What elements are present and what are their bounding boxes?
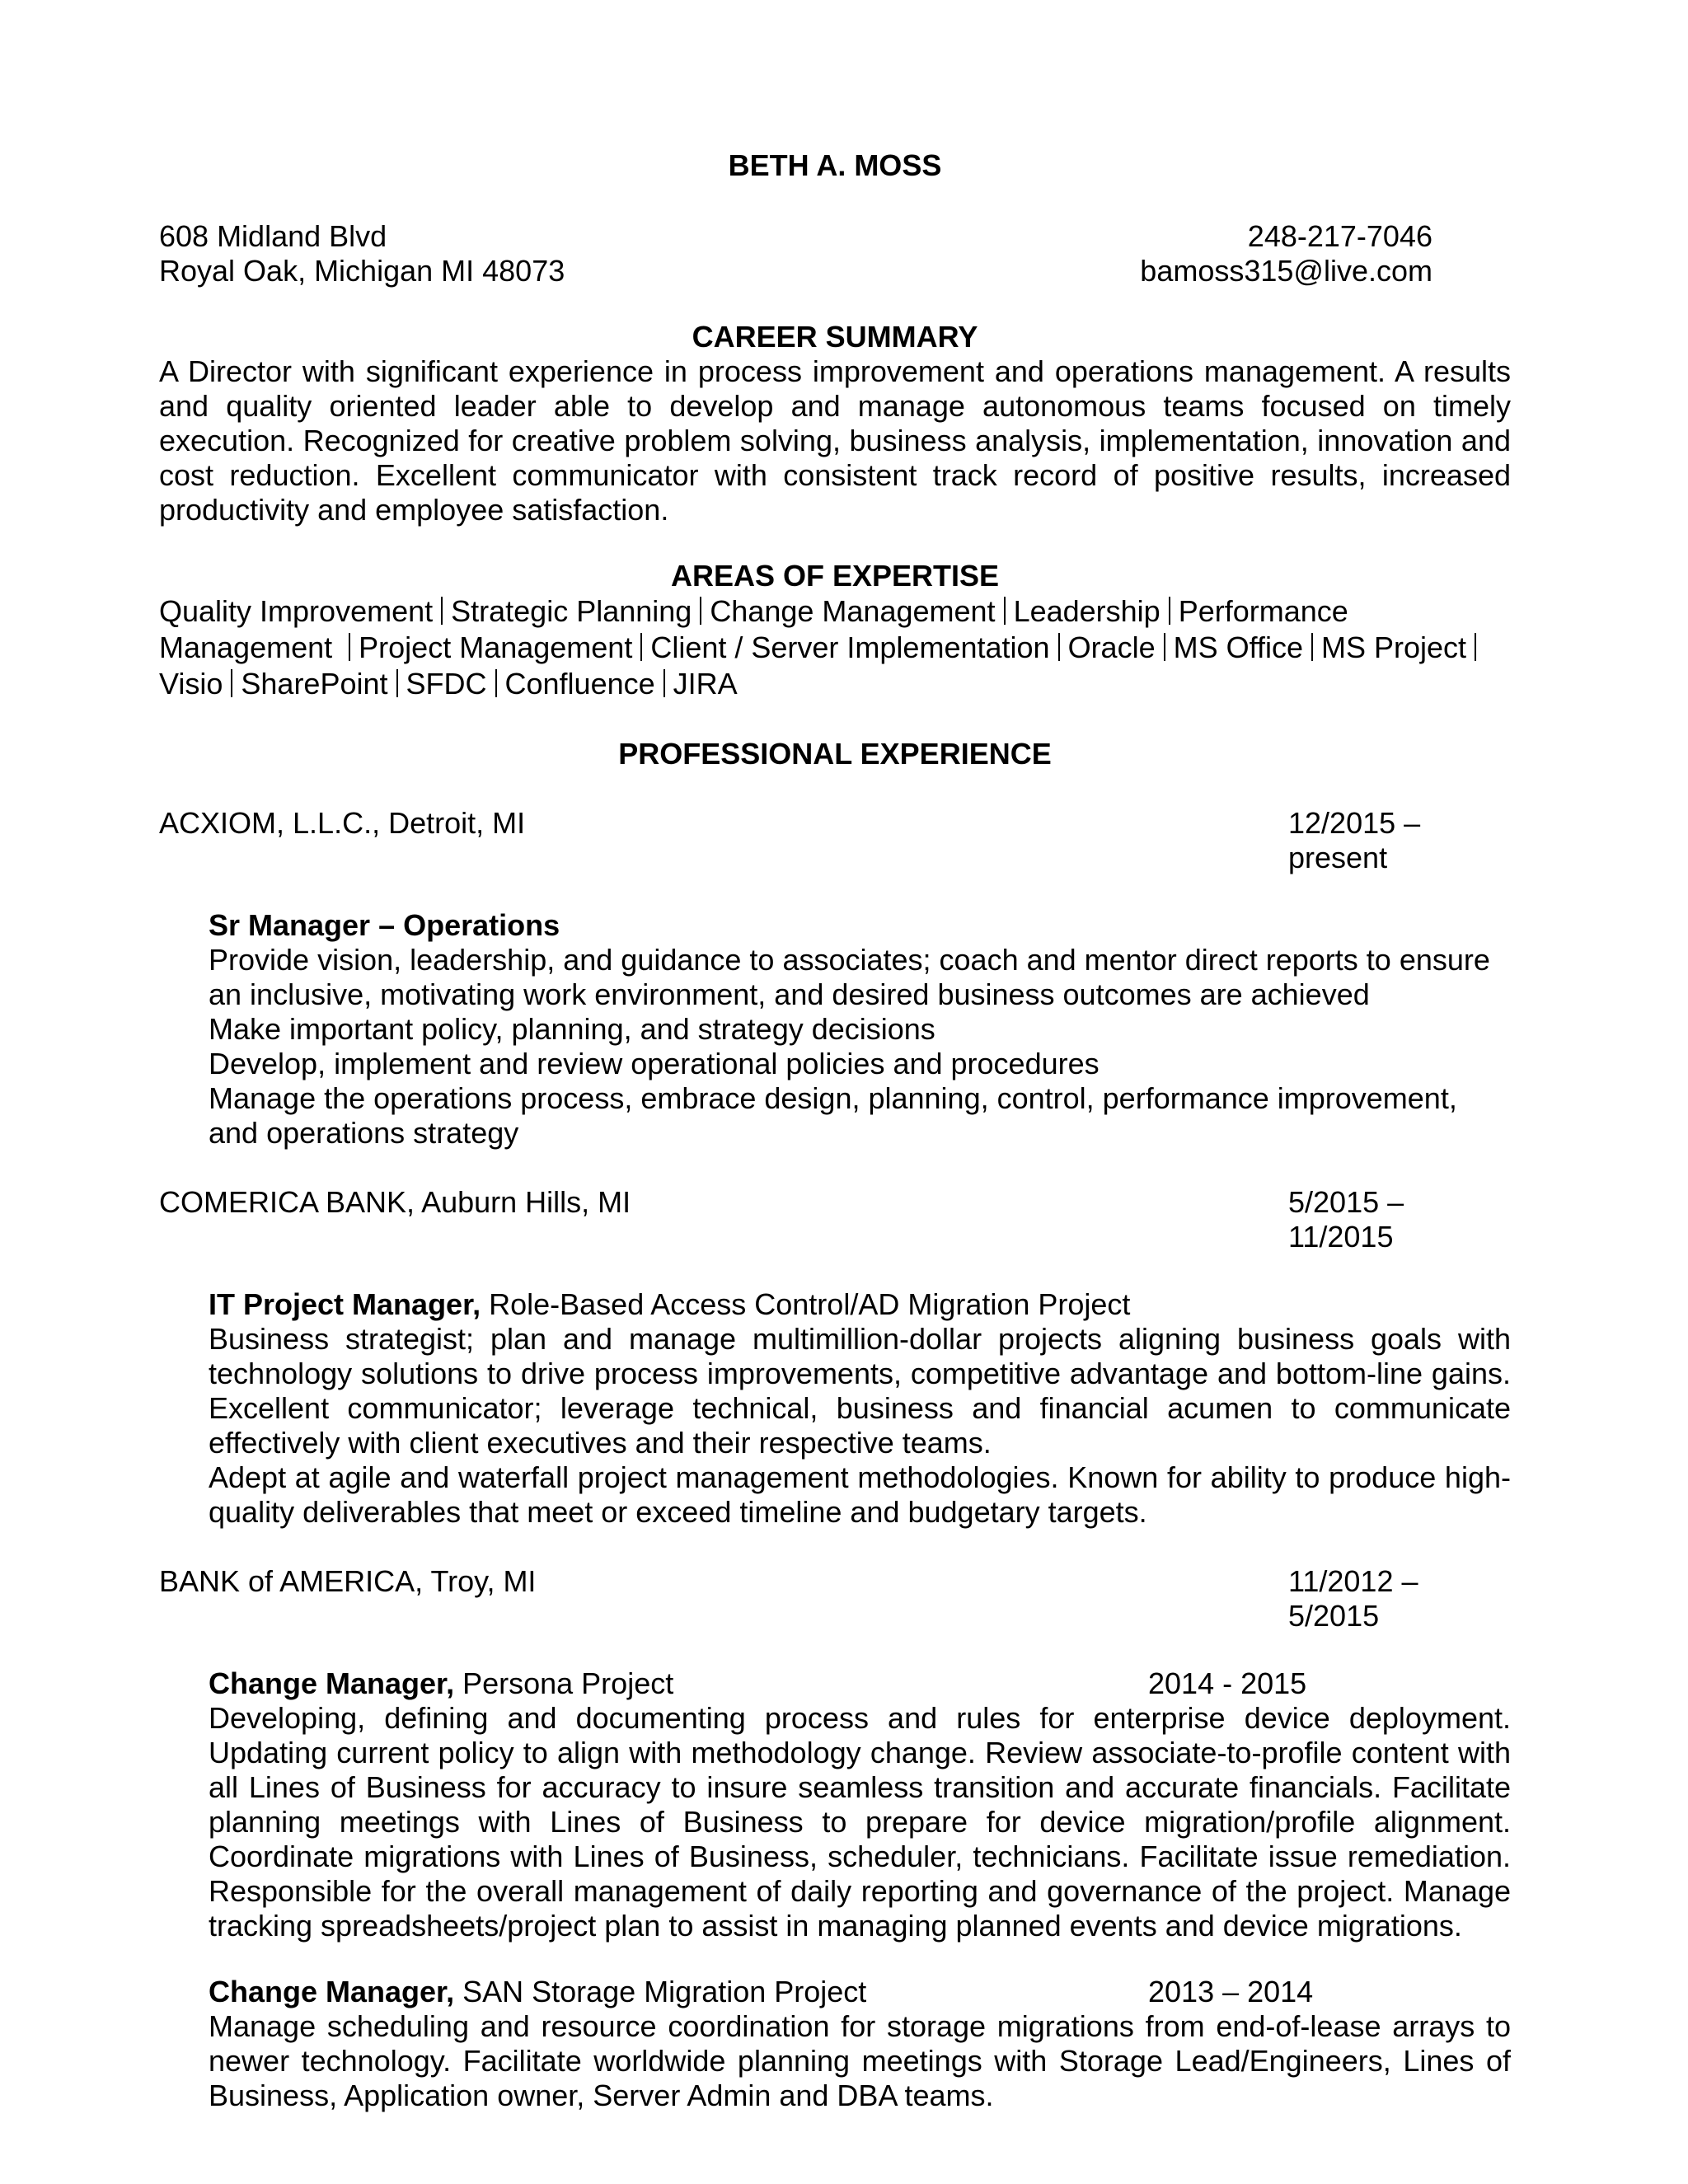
email: bamoss315@live.com xyxy=(1140,254,1432,288)
resume-page xyxy=(159,148,1511,2113)
expertise-item: MS Project xyxy=(1320,630,1467,664)
role-dates: 2014 - 2015 xyxy=(1148,1666,1307,1700)
expertise-item: Client / Server Implementation xyxy=(650,630,1050,664)
separator xyxy=(1311,633,1313,661)
separator xyxy=(495,669,497,697)
role-subtitle: Persona Project xyxy=(454,1666,674,1700)
role-description: Developing, defining and documenting process and rules for enterprise device deployment. Updating current policy to align with methodology change. Review associate-to-profile content with all Lines of Business for accuracy to insure seamless transition and accurate financials. Facilitate planning meetings with Lines of Business to prepare for device migration/profile alignment. Coordinate migrations with Lines of Business, scheduler, technicians. Facilitate issue remediation. Responsible for the overall management of daily reporting and governance of the project. Manage tracking spreadsheets/project plan to assist in managing planned events and device migrations. xyxy=(209,1701,1511,1943)
role-header xyxy=(209,1975,1511,2009)
expertise-list xyxy=(159,593,1511,702)
job-dates: 5/2015 – 11/2015 xyxy=(1288,1185,1404,1254)
expertise-item: SharePoint xyxy=(241,667,388,701)
separator xyxy=(1169,597,1170,625)
job-subtitle: Role-Based Access Control/AD Migration Project xyxy=(481,1287,1131,1321)
separator xyxy=(441,597,443,625)
job-title: Sr Manager – Operations xyxy=(209,908,560,942)
job-line: Make important policy, planning, and strategy decisions xyxy=(209,1012,935,1046)
job-line: Business strategist; plan and manage multimillion-dollar projects aligning business goals with technology solutions to drive process improvements, competitive advantage and bottom-line gains. Excellent communicator; leverage technical, business and financial acumen to communicate effectively with client executives and their respective teams. xyxy=(209,1322,1511,1460)
separator xyxy=(663,669,665,697)
separator xyxy=(640,633,642,661)
job-header xyxy=(159,1185,1511,1254)
role-header xyxy=(209,1666,1511,1701)
expertise-item: Leadership xyxy=(1013,594,1160,628)
separator xyxy=(1475,633,1476,661)
job-dates: 12/2015 – present xyxy=(1288,806,1421,874)
role-title: Change Manager, xyxy=(209,1666,455,1700)
expertise-item: SFDC xyxy=(406,667,487,701)
expertise-item: Confluence xyxy=(504,667,655,701)
separator xyxy=(1004,597,1006,625)
career-summary-heading: CAREER SUMMARY xyxy=(692,320,978,354)
separator xyxy=(1058,633,1060,661)
role-dates: 2013 – 2014 xyxy=(1148,1975,1314,2008)
expertise-item: MS Office xyxy=(1173,630,1303,664)
expertise-item: Performance Management xyxy=(159,594,1348,664)
job-line: Manage the operations process, embrace design, planning, control, performance improvement, and operations strategy xyxy=(209,1081,1457,1150)
job-title-row xyxy=(209,1287,1511,1322)
separator xyxy=(700,597,701,625)
expertise-item: Change Management xyxy=(710,594,996,628)
role-description: Manage scheduling and resource coordination for storage migrations from end-of-lease arrays to newer technology. Facilitate worldwide planning meetings with Storage Lead/Engineers, Lines of Business, Application owner, Server Admin and DBA teams. xyxy=(209,2009,1511,2112)
expertise-heading: AREAS OF EXPERTISE xyxy=(670,559,1000,593)
job-line: Adept at agile and waterfall project management methodologies. Known for ability to produce high-quality deliverables that meet or exceed timeline and budgetary targets. xyxy=(209,1460,1511,1529)
expertise-item: Visio xyxy=(159,667,223,701)
candidate-name: BETH A. MOSS xyxy=(728,148,942,182)
contact-row-2 xyxy=(159,254,1511,288)
experience-heading: PROFESSIONAL EXPERIENCE xyxy=(618,737,1052,771)
separator xyxy=(396,669,398,697)
company-name: ACXIOM, L.L.C., Detroit, MI xyxy=(159,806,526,840)
expertise-item: Project Management xyxy=(359,630,633,664)
company-name: COMERICA BANK, Auburn Hills, MI xyxy=(159,1185,631,1219)
job-title: IT Project Manager, xyxy=(209,1287,481,1321)
job-header xyxy=(159,1564,1511,1633)
job-description xyxy=(209,1322,1511,1530)
address-line-1: 608 Midland Blvd xyxy=(159,219,387,253)
expertise-item: JIRA xyxy=(673,667,738,701)
separator xyxy=(349,633,350,661)
expertise-item: Oracle xyxy=(1067,630,1156,664)
job-header xyxy=(159,806,1511,875)
job-description xyxy=(209,943,1511,1151)
career-summary-text: A Director with significant experience in process improvement and operations management. A results and quality oriented leader able to develop and manage autonomous teams focused on timely execution. Recognized for creative problem solving, business analysis, implementation, innovation and cost reduction. Excellent communicator with consistent track record of positive results, increased productivity and employee satisfaction. xyxy=(159,354,1511,527)
expertise-item: Strategic Planning xyxy=(451,594,692,628)
expertise-item: Quality Improvement xyxy=(159,594,434,628)
separator xyxy=(1164,633,1165,661)
company-name: BANK of AMERICA, Troy, MI xyxy=(159,1564,537,1598)
address-line-2: Royal Oak, Michigan MI 48073 xyxy=(159,254,565,288)
separator xyxy=(231,669,232,697)
job-line: Provide vision, leadership, and guidance to associates; coach and mentor direct reports to ensure an inclusive, motivating work environment, and desired business outcomes are achieved xyxy=(209,943,1490,1011)
role-title: Change Manager, xyxy=(209,1975,455,2008)
role-subtitle: SAN Storage Migration Project xyxy=(454,1975,867,2008)
phone: 248-217-7046 xyxy=(1247,219,1432,253)
job-dates: 11/2012 – 5/2015 xyxy=(1288,1564,1418,1633)
contact-row-1 xyxy=(159,219,1511,254)
job-line: Develop, implement and review operational policies and procedures xyxy=(209,1047,1100,1080)
